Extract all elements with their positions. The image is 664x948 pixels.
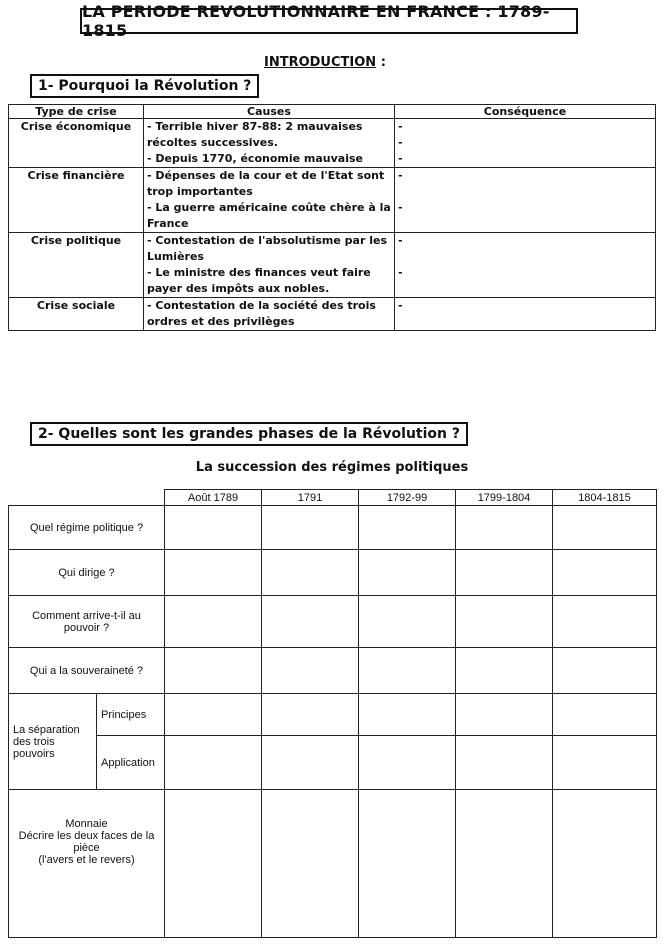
cause-item: - Contestation de la société des trois ordres et des privilèges [147, 299, 376, 328]
crisis-causes [144, 119, 395, 168]
column-header: 1792-99 [359, 490, 456, 506]
answer-cell[interactable] [553, 790, 657, 938]
row-label-souverainete: Qui a la souveraineté ? [9, 648, 165, 694]
consequence-item: - [398, 234, 403, 247]
answer-cell[interactable] [262, 596, 359, 648]
crisis-consequences [395, 233, 656, 298]
introduction-suffix: : [376, 55, 386, 70]
cause-item: - Contestation de l'absolutisme par les Lumières [147, 234, 388, 263]
answer-cell[interactable] [165, 550, 262, 596]
section2-heading-text: 2- Quelles sont les grandes phases de la Révolution ? [38, 426, 460, 442]
table-row [9, 298, 656, 331]
table-row [9, 648, 657, 694]
cause-item: - La guerre américaine coûte chère à la France [147, 201, 391, 230]
answer-cell[interactable] [165, 790, 262, 938]
answer-cell[interactable] [359, 506, 456, 550]
crisis-consequences [395, 168, 656, 233]
answer-cell[interactable] [165, 694, 262, 736]
answer-cell[interactable] [359, 736, 456, 790]
table-row [9, 736, 657, 790]
cause-item: - Dépenses de la cour et de l'Etat sont trop importantes [147, 169, 385, 198]
row-label-application: Application [97, 736, 165, 790]
crisis-causes [144, 168, 395, 233]
row-label-arrive: Comment arrive-t-il au pouvoir ? [9, 596, 165, 648]
answer-cell[interactable] [165, 736, 262, 790]
answer-cell[interactable] [262, 648, 359, 694]
monnaie-description: Décrire les deux faces de la pièce [18, 830, 155, 854]
answer-cell[interactable] [165, 506, 262, 550]
consequence-item: - [398, 266, 403, 279]
column-header: 1804-1815 [553, 490, 657, 506]
crisis-causes [144, 298, 395, 331]
answer-cell[interactable] [359, 790, 456, 938]
table-row [9, 506, 657, 550]
row-label-principes: Principes [97, 694, 165, 736]
answer-cell[interactable] [359, 694, 456, 736]
crisis-type: Crise politique [9, 233, 144, 298]
section2-heading [30, 422, 468, 446]
crisis-table [8, 104, 656, 331]
table-row [9, 119, 656, 168]
answer-cell[interactable] [359, 596, 456, 648]
empty-corner-cell [9, 490, 165, 506]
answer-cell[interactable] [456, 596, 553, 648]
header-type: Type de crise [9, 105, 144, 119]
consequence-item: - [398, 169, 403, 182]
answer-cell[interactable] [456, 550, 553, 596]
introduction-label: INTRODUCTION [264, 55, 377, 70]
crisis-causes [144, 233, 395, 298]
answer-cell[interactable] [553, 596, 657, 648]
regimes-table [8, 489, 657, 938]
section1-heading [30, 74, 259, 98]
row-label-regime: Quel régime politique ? [9, 506, 165, 550]
document-title-text: LA PERIODE REVOLUTIONNAIRE EN FRANCE : 1789-1815 [82, 2, 550, 40]
answer-cell[interactable] [456, 736, 553, 790]
answer-cell[interactable] [456, 790, 553, 938]
table-row [9, 790, 657, 938]
answer-cell[interactable] [456, 694, 553, 736]
answer-cell[interactable] [165, 596, 262, 648]
crisis-type: Crise économique [9, 119, 144, 168]
cause-item: - Terrible hiver 87-88: 2 mauvaises récoltes successives. [147, 120, 363, 149]
cause-item: - Depuis 1770, économie mauvaise [147, 152, 363, 165]
consequence-item: - [398, 201, 403, 214]
answer-cell[interactable] [456, 506, 553, 550]
answer-cell[interactable] [553, 694, 657, 736]
row-label-dirige: Qui dirige ? [9, 550, 165, 596]
answer-cell[interactable] [359, 550, 456, 596]
answer-cell[interactable] [456, 648, 553, 694]
answer-cell[interactable] [262, 506, 359, 550]
column-header: Août 1789 [165, 490, 262, 506]
document-title [80, 2, 578, 40]
answer-cell[interactable] [165, 648, 262, 694]
row-label-separation: La séparation des trois pouvoirs [9, 694, 97, 790]
row-label-monnaie [9, 790, 165, 938]
answer-cell[interactable] [553, 648, 657, 694]
table-row [9, 694, 657, 736]
monnaie-note: (l'avers et le revers) [38, 854, 135, 866]
header-causes: Causes [144, 105, 395, 119]
consequence-item: - [398, 299, 403, 312]
table-row [9, 168, 656, 233]
answer-cell[interactable] [359, 648, 456, 694]
answer-cell[interactable] [262, 694, 359, 736]
regimes-table-header [9, 490, 657, 506]
answer-cell[interactable] [553, 506, 657, 550]
section1-heading-text: 1- Pourquoi la Révolution ? [38, 78, 252, 94]
column-header: 1799-1804 [456, 490, 553, 506]
consequence-item: - [398, 136, 403, 149]
regimes-table-caption: La succession des régimes politiques [195, 460, 469, 475]
consequence-item: - [398, 152, 403, 165]
crisis-consequences [395, 298, 656, 331]
table-row [9, 550, 657, 596]
monnaie-label: Monnaie [65, 818, 108, 830]
answer-cell[interactable] [262, 550, 359, 596]
crisis-type: Crise sociale [9, 298, 144, 331]
crisis-consequences [395, 119, 656, 168]
crisis-type: Crise financière [9, 168, 144, 233]
answer-cell[interactable] [262, 736, 359, 790]
header-consequence: Conséquence [395, 105, 656, 119]
column-header: 1791 [262, 490, 359, 506]
answer-cell[interactable] [262, 790, 359, 938]
introduction-heading [264, 55, 386, 70]
cause-item: - Le ministre des finances veut faire payer des impôts aux nobles. [147, 266, 371, 295]
consequence-item: - [398, 120, 403, 133]
crisis-table-header [9, 105, 656, 119]
table-row [9, 233, 656, 298]
table-row [9, 596, 657, 648]
answer-cell[interactable] [553, 736, 657, 790]
answer-cell[interactable] [553, 550, 657, 596]
